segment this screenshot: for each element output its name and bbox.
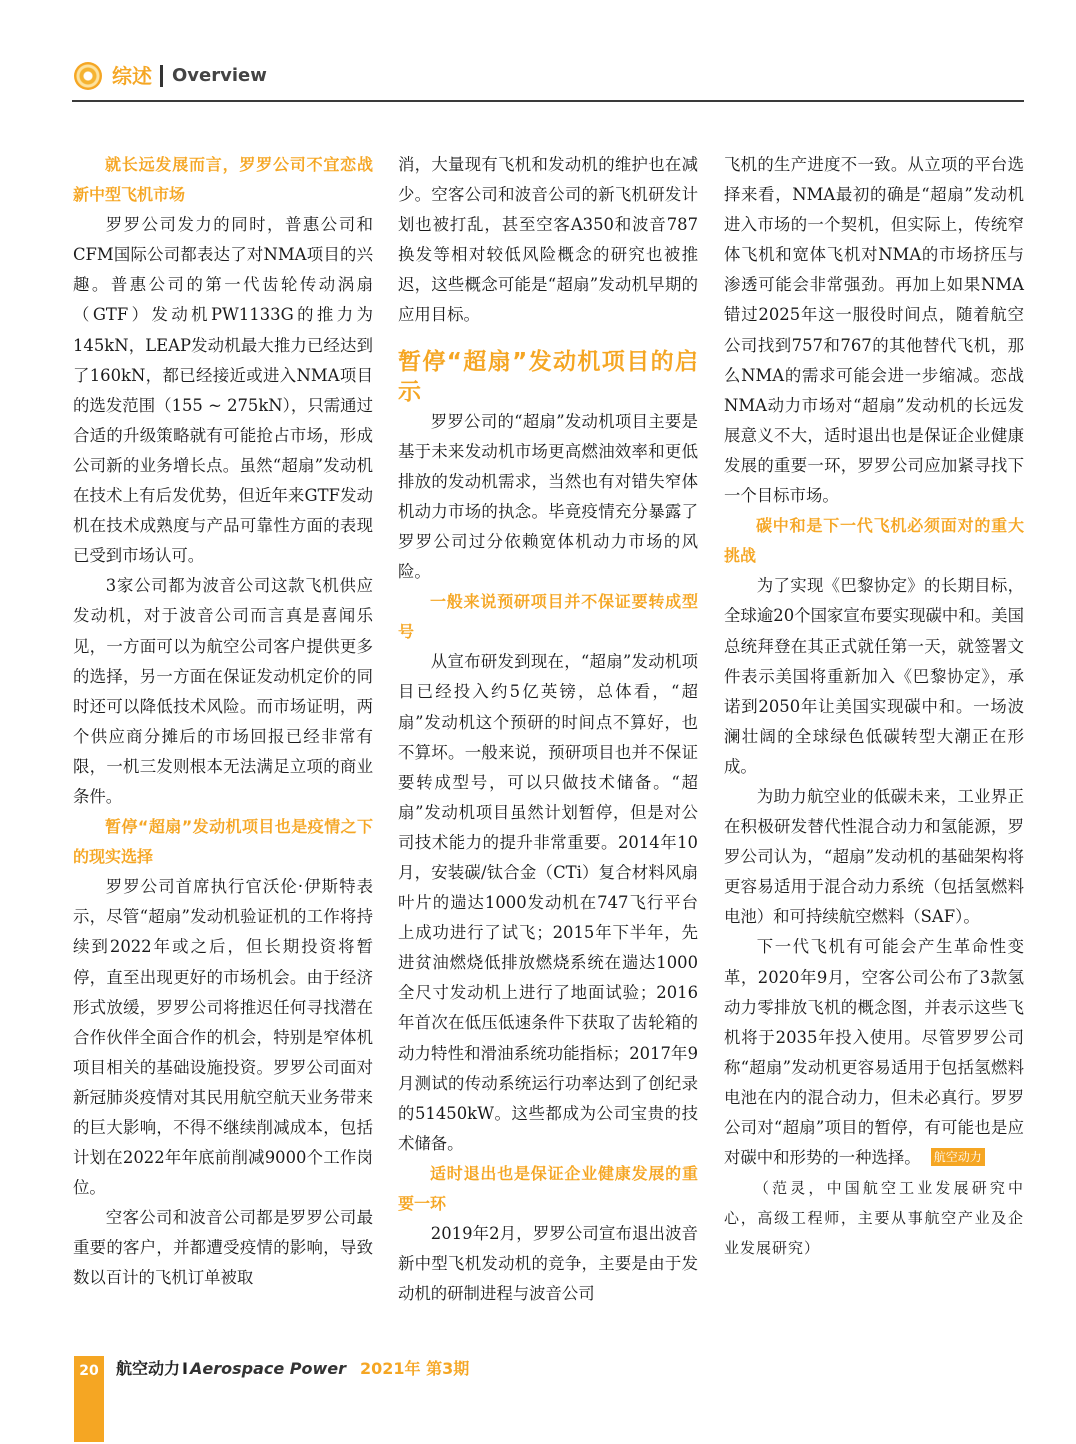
section-name-cn: 综述 <box>112 64 152 88</box>
paragraph: 消，大量现有飞机和发动机的维护也在减少。空客公司和波音公司的新飞机研发计划也被打乱，甚至空客A350和波音787换发等相对较低风险概念的研究也被推迟，这些概念可能是“超扇”发动机早期的应用目标。 <box>398 155 698 325</box>
magazine-name-en: Aerospace Power <box>189 1359 347 1378</box>
subheading: 就长远发展而言，罗罗公司不宜恋战新中型飞机市场 <box>73 155 373 205</box>
paragraph: 2019年2月，罗罗公司宣布退出波音新中型飞机发动机的竞争，主要是由于发动机的研制进程与波音公司 <box>398 1224 698 1304</box>
paragraph-text: 下一代飞机有可能会产生革命性变革，2020年9月，空客公司公布了3款氢动力零排放飞机的概念图，并表示这些飞机将于2035年投入使用。尽管罗罗公司称“超扇”发动机更容易适用于包括氢燃料电池在内的混合动力，但未必真行。罗罗公司对“超扇”项目的暂停，有可能也是应对碳中和形势的一种选择。 <box>724 937 1024 1168</box>
magazine-footer <box>116 1356 469 1382</box>
paragraph: 空客公司和波音公司都是罗罗公司最重要的客户，并都遭受疫情的影响，导致数以百计的飞机订单被取 <box>73 1208 373 1288</box>
header-divider <box>160 65 163 87</box>
paragraph: 飞机的生产进度不一致。从立项的平台选择来看，NMA最初的确是“超扇”发动机进入市场的一个契机，但实际上，传统窄体飞机和宽体飞机对NMA的市场挤压与渗透可能会非常强劲。再加上如果NMA错过2025年这一服役时间点，随着航空公司找到757和767的其他替代飞机，那么NMA的需求可能会进一步缩减。恋战NMA动力市场对“超扇”发动机的长远发展意义不大，适时退出也是保证企业健康发展的重要一环，罗罗公司应加紧寻找下一个目标市场。 <box>724 155 1024 506</box>
paragraph: 为助力航空业的低碳未来，工业界正在积极研发替代性混合动力和氢能源，罗罗公司认为，“超扇”发动机的基础架构将更容易适用于混合动力系统（包括氢燃料电池）和可持续航空燃料（SAF）。 <box>724 786 1024 927</box>
subheading: 暂停“超扇”发动机项目也是疫情之下的现实选择 <box>73 817 373 867</box>
section-title: 暂停“超扇”发动机项目的启示 <box>398 348 698 405</box>
paragraph: 为了实现《巴黎协定》的长期目标，全球逾20个国家宣布要实现碳中和。美国总统拜登在其正式就任第一天，就签署文件表示美国将重新加入《巴黎协定》，承诺到2050年让美国实现碳中和。一场波澜壮阔的全球绿色低碳转型大潮正在形成。 <box>724 576 1024 776</box>
section-name-en: Overview <box>172 65 267 86</box>
magazine-name-cn: 航空动力 <box>116 1359 181 1378</box>
author-note: （范灵，中国航空工业发展研究中心，高级工程师，主要从事航空产业及企业发展研究） <box>724 1179 1024 1258</box>
column-1 <box>73 150 373 1294</box>
paragraph-final <box>724 932 1024 1173</box>
footer-separator: I <box>182 1359 188 1378</box>
paragraph: 罗罗公司的“超扇”发动机项目主要是基于未来发动机市场更高燃油效率和更低排放的发动机需求，当然也有对错失窄体机动力市场的执念。毕竟疫情充分暴露了罗罗公司过分依赖宽体机动力市场的风险。 <box>398 411 698 582</box>
issue-number: 2021年 第3期 <box>360 1359 470 1378</box>
paragraph: 罗罗公司发力的同时，普惠公司和CFM国际公司都表达了对NMA项目的兴趣。普惠公司的第一代齿轮传动涡扇（GTF）发动机PW1133G的推力为145kN，LEAP发动机最大推力已经达到了160kN，都已经接近或进入NMA项目的选发范围（155 ~ 275kN），只需通过合适的升级策略就有可能抢占市场，形成公司新的业务增长点。虽然“超扇”发动机在技术上有后发优势，但近年来GTF发动机在技术成熟度与产品可靠性方面的表现已受到市场认可。 <box>73 215 373 566</box>
column-2 <box>398 150 698 1309</box>
paragraph: 罗罗公司首席执行官沃伦·伊斯特表示，尽管“超扇”发动机验证机的工作将持续到2022年或之后，但长期投资将暂停，直至出现更好的市场机会。由于经济形式放缓，罗罗公司将推迟任何寻找潜在合作伙伴全面合作的机会，特别是窄体机项目相关的基础设施投资。罗罗公司面对新冠肺炎疫情对其民用航空航天业务带来的巨大影响，不得不继续削减成本，包括计划在2022年年底前削减9000个工作岗位。 <box>73 877 373 1198</box>
subheading: 一般来说预研项目并不保证要转成型号 <box>398 592 698 642</box>
page-number: 20 <box>79 1363 99 1379</box>
column-3 <box>724 150 1024 1263</box>
section-logo-icon <box>74 62 102 90</box>
paragraph: 从宣布研发到现在，“超扇”发动机项目已经投入约5亿英镑，总体看，“超扇”发动机这个预研的时间点不算好，也不算坏。一般来说，预研项目也并不保证要转成型号，可以只做技术储备。“超扇”发动机项目虽然计划暂停，但是对公司技术能力的提升非常重要。2014年10月，安装碳/钛合金（CTi）复合材料风扇叶片的遄达1000发动机在747飞行平台上成功进行了试飞；2015年下半年，先进贫油燃烧低排放燃烧系统在遄达1000全尺寸发动机上进行了地面试验；2016年首次在低压低速条件下获取了齿轮箱的动力特性和滑油系统功能指标；2017年9月测试的传动系统运行功率达到了创纪录的51450kW。这些都成为公司宝贵的技术储备。 <box>398 652 698 1153</box>
subheading: 适时退出也是保证企业健康发展的重要一环 <box>398 1163 698 1213</box>
paragraph: 3家公司都为波音公司这款飞机供应发动机，对于波音公司而言真是喜闻乐见，一方面可以为航空公司客户提供更多的选择，另一方面在保证发动机定价的同时还可以降低技术风险。而市场证明，两个供应商分摊后的市场回报已经非常有限，一机三发则根本无法满足立项的商业条件。 <box>73 576 373 806</box>
page-header <box>72 58 1024 102</box>
end-mark: 航空动力 <box>931 1148 985 1166</box>
subheading: 碳中和是下一代飞机必须面对的重大挑战 <box>724 516 1024 566</box>
